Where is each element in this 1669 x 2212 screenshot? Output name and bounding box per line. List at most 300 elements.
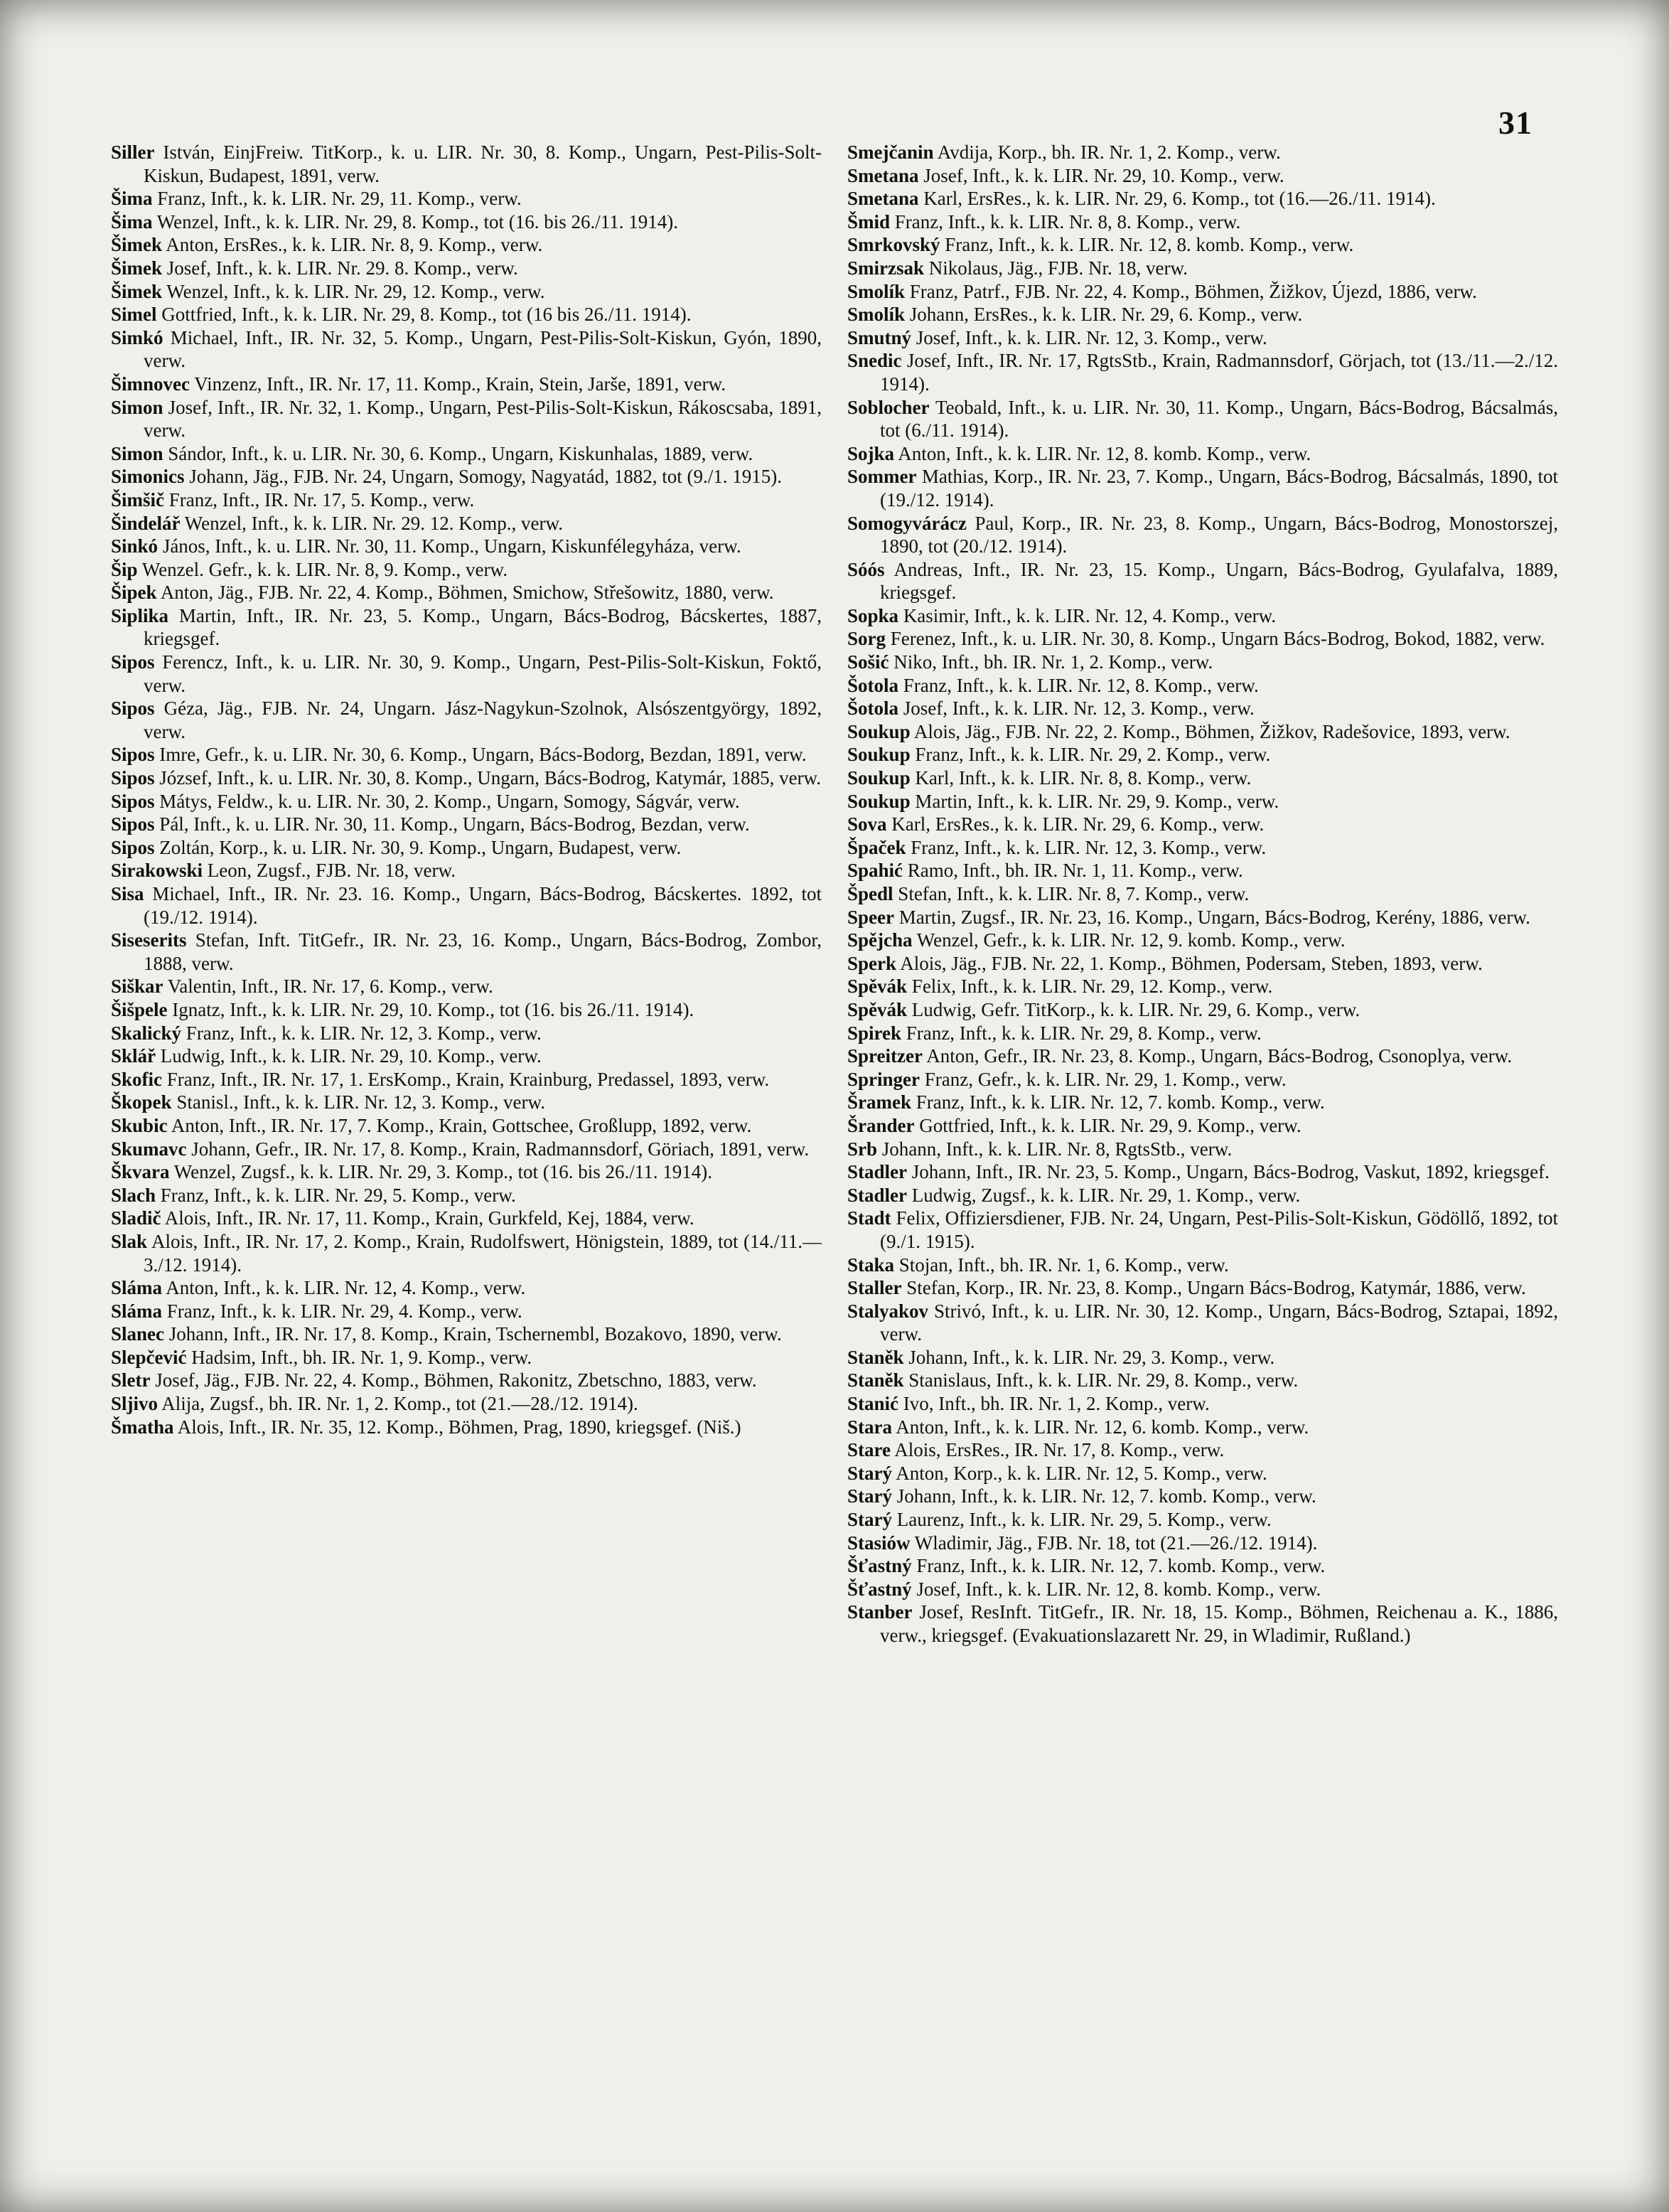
register-entry (111, 1160, 822, 1184)
entry-surname: Sorg (847, 628, 886, 650)
register-entry (847, 766, 1558, 790)
entry-details: Stojan, Inft., bh. IR. Nr. 1, 6. Komp., verw. (898, 1254, 1229, 1276)
entry-surname: Sommer (847, 466, 917, 488)
entry-surname: Sladič (111, 1207, 161, 1229)
entry-surname: Springer (847, 1068, 921, 1090)
entry-surname: Starý (847, 1485, 892, 1507)
entry-details: Franz, Patrf., FJB. Nr. 22, 4. Komp., Böhmen, Žižkov, Újezd, 1886, verw. (909, 280, 1477, 302)
register-entry (111, 373, 822, 396)
register-entry (111, 1022, 822, 1045)
register-entry (847, 326, 1558, 350)
entry-details: Ivo, Inft., bh. IR. Nr. 1, 2. Komp., verw. (903, 1393, 1210, 1415)
entry-details: Josef, Inft., IR. Nr. 32, 1. Komp., Ungarn, Pest-Pilis-Solt-Kiskun, Rákoscsaba, 1891, verw. (144, 396, 822, 442)
register-entry (111, 1276, 822, 1300)
entry-surname: Šramek (847, 1091, 911, 1113)
entry-surname: Soblocher (847, 396, 930, 418)
entry-surname: Stadt (847, 1207, 891, 1229)
entry-details: Johann, Inft., IR. Nr. 17, 8. Komp., Krain, Tschernembl, Bozakovo, 1890, verw. (168, 1323, 782, 1345)
entry-surname: Sipos (111, 744, 155, 766)
entry-details: Josef, Inft., k. k. LIR. Nr. 29. 8. Komp., verw. (166, 257, 518, 279)
register-entry (847, 697, 1558, 720)
register-entry (847, 442, 1558, 466)
entry-details: Johann, Inft., k. k. LIR. Nr. 12, 7. komb. Komp., verw. (896, 1485, 1316, 1507)
register-entry (111, 1207, 822, 1230)
register-entry (847, 1254, 1558, 1277)
entry-surname: Spreitzer (847, 1045, 923, 1067)
register-entry (847, 929, 1558, 952)
entry-surname: Siseserits (111, 929, 187, 951)
register-entry (111, 836, 822, 860)
entry-surname: Špedl (847, 883, 893, 904)
entry-surname: Šotola (847, 698, 899, 720)
entry-details: Ferenez, Inft., k. u. LIR. Nr. 30, 8. Komp., Ungarn Bács-Bodrog, Bokod, 1882, verw. (890, 628, 1545, 650)
register-entry (847, 465, 1558, 511)
register-entry (111, 1346, 822, 1369)
register-entry (847, 604, 1558, 628)
entry-surname: Šipek (111, 582, 157, 604)
entry-details: Mátys, Feldw., k. u. LIR. Nr. 30, 2. Komp., Ungarn, Somogy, Ságvár, verw. (159, 790, 740, 812)
entry-details: Johann, ErsRes., k. k. LIR. Nr. 29, 6. Komp., verw. (909, 304, 1303, 326)
entry-details: Strivó, Inft., k. u. LIR. Nr. 30, 12. Komp., Ungarn, Bács-Bodrog, Sztapai, 1892, verw. (880, 1300, 1558, 1345)
register-entry (847, 651, 1558, 674)
entry-details: Mathias, Korp., IR. Nr. 23, 7. Komp., Ungarn, Bács-Bodrog, Bácsalmás, 1890, tot (19./12. 1914). (880, 466, 1558, 511)
left-column (111, 141, 822, 2189)
register-entry (111, 998, 822, 1022)
entry-surname: Šotola (847, 674, 899, 696)
register-entry (111, 303, 822, 326)
register-entry (847, 975, 1558, 998)
register-entry (111, 141, 822, 187)
entry-details: Karl, ErsRes., k. k. LIR. Nr. 29, 6. Komp., tot (16.—26./11. 1914). (923, 188, 1436, 210)
entry-surname: Sojka (847, 442, 895, 464)
register-entry (111, 465, 822, 488)
entry-details: Wenzel, Inft., k. k. LIR. Nr. 29, 8. Komp., tot (16. bis 26./11. 1914). (156, 210, 679, 233)
register-entry (111, 581, 822, 604)
entry-details: István, EinjFreiw. TitKorp., k. u. LIR. Nr. 30, 8. Komp., Ungarn, Pest-Pilis-Solt-Kiskun, Budapest, 1891, verw. (144, 141, 822, 186)
entry-surname: Sipos (111, 836, 155, 858)
register-entry (847, 1207, 1558, 1253)
entry-details: Franz, Inft., k. k. LIR. Nr. 12, 8. komb. Komp., verw. (945, 234, 1354, 256)
entry-surname: Skumavc (111, 1138, 187, 1160)
entry-details: Josef, Inft., k. k. LIR. Nr. 12, 3. Komp., verw. (916, 326, 1267, 348)
entry-details: Michael, Inft., IR. Nr. 32, 5. Komp., Ungarn, Pest-Pilis-Solt-Kiskun, Gyón, 1890, verw. (144, 326, 822, 372)
register-entry (847, 836, 1558, 860)
register-entry (847, 233, 1558, 257)
entry-surname: Smejčanin (847, 141, 934, 163)
page-number: 31 (1498, 105, 1533, 141)
entry-details: Ludwig, Inft., k. k. LIR. Nr. 29, 10. Komp., verw. (160, 1045, 542, 1067)
entry-details: Leon, Zugsf., FJB. Nr. 18, verw. (207, 860, 456, 882)
register-entry (111, 512, 822, 535)
entry-surname: Stasiów (847, 1532, 911, 1554)
entry-details: Anton, Inft., k. k. LIR. Nr. 12, 8. komb. Komp., verw. (898, 442, 1311, 464)
register-entry (847, 1532, 1558, 1555)
register-entry (847, 1091, 1558, 1114)
entry-details: Laurenz, Inft., k. k. LIR. Nr. 29, 5. Komp., verw. (896, 1509, 1272, 1531)
register-entry (847, 1601, 1558, 1647)
register-entry (847, 1392, 1558, 1416)
register-entry (847, 952, 1558, 976)
entry-details: Stanisl., Inft., k. k. LIR. Nr. 12, 3. Komp., verw. (176, 1091, 546, 1113)
register-entry (111, 1392, 822, 1416)
entry-surname: Sláma (111, 1277, 163, 1299)
entry-surname: Šimnovec (111, 373, 190, 395)
register-entry (111, 882, 822, 929)
entry-surname: Spějcha (847, 929, 913, 951)
entry-details: Imre, Gefr., k. u. LIR. Nr. 30, 6. Komp., Ungarn, Bács-Bodorg, Bezdan, 1891, verw. (159, 744, 807, 766)
register-entry (111, 558, 822, 582)
entry-surname: Simon (111, 396, 163, 418)
register-entry (847, 1138, 1558, 1161)
register-entry (847, 882, 1558, 906)
register-entry (111, 1230, 822, 1276)
register-entry (847, 512, 1558, 558)
entry-surname: Smetana (847, 164, 919, 186)
entry-surname: Sljivo (111, 1393, 159, 1415)
register-entry (847, 674, 1558, 698)
register-entry (847, 210, 1558, 234)
register-entry (111, 604, 822, 651)
entry-details: József, Inft., k. u. LIR. Nr. 30, 8. Komp., Ungarn, Bács-Bodrog, Katymár, 1885, verw. (159, 767, 822, 789)
entry-details: Franz, Inft., k. k. LIR. Nr. 12, 7. komb. Komp., verw. (916, 1091, 1325, 1113)
entry-surname: Slanec (111, 1323, 165, 1345)
entry-details: Alois, ErsRes., IR. Nr. 17, 8. Komp., verw. (894, 1439, 1225, 1461)
register-entry (111, 766, 822, 790)
entry-details: Alija, Zugsf., bh. IR. Nr. 1, 2. Komp., tot (21.—28./12. 1914). (161, 1393, 638, 1415)
register-entry (847, 859, 1558, 882)
entry-surname: Šima (111, 210, 153, 233)
register-entry (847, 627, 1558, 651)
entry-details: Franz, Inft., k. k. LIR. Nr. 12, 3. Komp., verw. (186, 1022, 542, 1044)
entry-details: Johann, Inft., k. k. LIR. Nr. 29, 3. Komp., verw. (908, 1346, 1275, 1368)
entry-surname: Siplika (111, 604, 169, 626)
register-entry (111, 1068, 822, 1091)
register-entry (847, 790, 1558, 813)
entry-details: Franz, Inft., k. k. LIR. Nr. 29, 8. Komp., verw. (906, 1022, 1262, 1044)
entry-surname: Smirzsak (847, 257, 924, 279)
register-entry (847, 187, 1558, 210)
entry-details: Josef, Inft., k. k. LIR. Nr. 12, 3. Komp., verw. (903, 698, 1255, 720)
register-entry (111, 1323, 822, 1346)
register-entry (847, 141, 1558, 164)
register-entry (847, 906, 1558, 929)
entry-surname: Staněk (847, 1369, 904, 1391)
entry-details: Hadsim, Inft., bh. IR. Nr. 1, 9. Komp., verw. (191, 1346, 532, 1368)
entry-surname: Stadler (847, 1184, 907, 1206)
entry-details: Franz, Inft., k. k. LIR. Nr. 29, 5. Komp., verw. (160, 1184, 516, 1206)
entry-surname: Stadler (847, 1161, 907, 1183)
entry-details: Stefan, Inft. TitGefr., IR. Nr. 23, 16. Komp., Ungarn, Bács-Bodrog, Zombor, 1888, verw. (144, 929, 822, 974)
entry-details: Anton, Jäg., FJB. Nr. 22, 4. Komp., Böhmen, Smichow, Střešowitz, 1880, verw. (160, 582, 774, 604)
entry-surname: Slepčević (111, 1346, 187, 1368)
entry-surname: Staněk (847, 1346, 904, 1368)
entry-surname: Soukup (847, 744, 911, 766)
entry-details: Anton, Inft., IR. Nr. 17, 7. Komp., Krain, Gottschee, Großlupp, 1892, verw. (171, 1114, 752, 1136)
entry-details: Gottfried, Inft., k. k. LIR. Nr. 29, 9. Komp., verw. (919, 1114, 1302, 1136)
entry-surname: Siškar (111, 976, 163, 998)
entry-details: Pál, Inft., k. u. LIR. Nr. 30, 11. Komp., Ungarn, Bács-Bodrog, Bezdan, verw. (159, 813, 750, 835)
register-entry (847, 1300, 1558, 1346)
entry-surname: Starý (847, 1509, 892, 1531)
entry-surname: Spěvák (847, 976, 908, 998)
entry-surname: Sošić (847, 651, 889, 673)
register-entry (847, 558, 1558, 604)
entry-surname: Staka (847, 1254, 895, 1276)
register-entry (111, 1091, 822, 1114)
entry-details: Stefan, Inft., k. k. LIR. Nr. 8, 7. Komp., verw. (898, 883, 1250, 904)
entry-surname: Simon (111, 442, 163, 464)
entry-details: Teobald, Inft., k. u. LIR. Nr. 30, 11. Komp., Ungarn, Bács-Bodrog, Bácsalmás, tot (6./11. 1914). (880, 396, 1558, 442)
entry-details: Géza, Jäg., FJB. Nr. 24, Ungarn. Jász-Nagykun-Szolnok, Alsószentgyörgy, 1892, verw. (144, 698, 822, 742)
entry-surname: Spěvák (847, 998, 908, 1020)
entry-details: Franz, Inft., k. k. LIR. Nr. 8, 8. Komp., verw. (894, 210, 1241, 233)
register-entry (847, 396, 1558, 442)
entry-details: Franz, Inft., k. k. LIR. Nr. 12, 8. Komp., verw. (903, 674, 1259, 696)
entry-details: Avdija, Korp., bh. IR. Nr. 1, 2. Komp., verw. (937, 141, 1281, 163)
register-entry (111, 280, 822, 304)
entry-details: Anton, ErsRes., k. k. LIR. Nr. 8, 9. Komp., verw. (166, 234, 543, 256)
register-entry (111, 859, 822, 882)
entry-details: Franz, Inft., k. k. LIR. Nr. 29, 2. Komp., verw. (915, 744, 1271, 766)
register-entry (847, 743, 1558, 766)
entry-details: Valentin, Inft., IR. Nr. 17, 6. Komp., verw. (167, 976, 493, 998)
register-entry (847, 1184, 1558, 1207)
register-entry (111, 813, 822, 836)
entry-details: Josef, Jäg., FJB. Nr. 22, 4. Komp., Böhmen, Rakonitz, Zbetschno, 1883, verw. (155, 1369, 757, 1391)
entry-details: Kasimir, Inft., k. k. LIR. Nr. 12, 4. Komp., verw. (903, 604, 1277, 626)
register-entry (847, 257, 1558, 280)
entry-surname: Šimšič (111, 488, 165, 511)
entry-surname: Šťastný (847, 1555, 912, 1577)
entry-details: Franz, Inft., k. k. LIR. Nr. 12, 7. komb. Komp., verw. (916, 1555, 1326, 1577)
register-entry (847, 1485, 1558, 1508)
right-column (847, 141, 1558, 2189)
entry-details: Alois, Inft., IR. Nr. 35, 12. Komp., Böhmen, Prag, 1890, kriegsgef. (Niš.) (177, 1416, 741, 1438)
entry-surname: Šmid (847, 210, 891, 233)
entry-surname: Sova (847, 813, 887, 835)
entry-surname: Smutný (847, 326, 912, 348)
register-entry (111, 442, 822, 466)
entry-details: Josef, ResInft. TitGefr., IR. Nr. 18, 15. Komp., Böhmen, Reichenau a. K., 1886, verw., kriegsgef. (Evakuationslazarett Nr. 29, in Wladimir, Rußland.) (880, 1601, 1558, 1646)
entry-surname: Skalický (111, 1022, 182, 1044)
entry-surname: Sipos (111, 790, 155, 812)
register-entry (847, 813, 1558, 836)
entry-details: Felix, Offiziersdiener, FJB. Nr. 24, Ungarn, Pest-Pilis-Solt-Kiskun, Gödöllő, 1892, tot (9./1. 1915). (880, 1207, 1558, 1252)
entry-details: Andreas, Inft., IR. Nr. 23, 15. Komp., Ungarn, Bács-Bodrog, Gyulafalva, 1889, kriegsgef. (880, 558, 1558, 604)
register-entry (847, 1068, 1558, 1091)
register-entry (111, 488, 822, 512)
entry-surname: Spahić (847, 860, 903, 882)
entry-surname: Stare (847, 1439, 891, 1461)
entry-details: Anton, Gefr., IR. Nr. 23, 8. Komp., Ungarn, Bács-Bodrog, Csonoplya, verw. (926, 1045, 1513, 1067)
entry-details: Martin, Inft., k. k. LIR. Nr. 29, 9. Komp., verw. (915, 790, 1279, 812)
entry-surname: Sperk (847, 952, 897, 974)
entry-surname: Skubic (111, 1114, 168, 1136)
entry-surname: Sipos (111, 767, 155, 789)
entry-surname: Smetana (847, 188, 919, 210)
entry-details: Alois, Inft., IR. Nr. 17, 11. Komp., Krain, Gurkfeld, Kej, 1884, verw. (164, 1207, 694, 1229)
entry-details: Johann, Gefr., IR. Nr. 17, 8. Komp., Krain, Radmannsdorf, Göriach, 1891, verw. (191, 1138, 810, 1160)
entry-surname: Stalyakov (847, 1300, 929, 1322)
entry-details: Johann, Jäg., FJB. Nr. 24, Ungarn, Somogy, Nagyatád, 1882, tot (9./1. 1915). (189, 466, 782, 488)
entry-surname: Šťastný (847, 1578, 912, 1600)
entry-details: Wenzel, Inft., k. k. LIR. Nr. 29. 12. Komp., verw. (184, 512, 564, 534)
register-entry (111, 210, 822, 234)
entry-details: Wenzel, Zugsf., k. k. LIR. Nr. 29, 3. Komp., tot (16. bis 26./11. 1914). (173, 1161, 713, 1183)
entry-details: Franz, Inft., IR. Nr. 17, 5. Komp., verw. (168, 488, 475, 511)
entry-details: Wenzel. Gefr., k. k. LIR. Nr. 8, 9. Komp., verw. (141, 558, 508, 580)
register-entry (847, 1114, 1558, 1138)
entry-surname: Sopka (847, 604, 899, 626)
entry-details: Anton, Korp., k. k. LIR. Nr. 12, 5. Komp., verw. (896, 1462, 1267, 1484)
entry-surname: Starý (847, 1462, 892, 1484)
entry-details: Michael, Inft., IR. Nr. 23. 16. Komp., Ungarn, Bács-Bodrog, Bácskertes. 1892, tot (19./12. 1914). (144, 883, 822, 928)
register-entry (847, 349, 1558, 395)
entry-surname: Šimek (111, 280, 163, 302)
entry-details: Alois, Jäg., FJB. Nr. 22, 1. Komp., Böhmen, Podersam, Steben, 1893, verw. (900, 952, 1483, 974)
register-entry (111, 1114, 822, 1138)
register-entry (847, 1022, 1558, 1045)
entry-surname: Simonics (111, 466, 185, 488)
register-entry (847, 1160, 1558, 1184)
entry-details: Wladimir, Jäg., FJB. Nr. 18, tot (21.—26./12. 1914). (914, 1532, 1318, 1554)
register-entry (847, 1508, 1558, 1532)
entry-details: Alois, Jäg., FJB. Nr. 22, 2. Komp., Böhmen, Žižkov, Radešovice, 1893, verw. (913, 720, 1510, 742)
entry-details: Ferencz, Inft., k. u. LIR. Nr. 30, 9. Komp., Ungarn, Pest-Pilis-Solt-Kiskun, Foktő, verw. (144, 651, 822, 696)
entry-surname: Smrkovský (847, 234, 940, 256)
entry-details: Franz, Inft., k. k. LIR. Nr. 29, 11. Komp., verw. (157, 188, 522, 210)
entry-details: Karl, Inft., k. k. LIR. Nr. 8, 8. Komp., verw. (915, 767, 1252, 789)
entry-surname: Somogyvárácz (847, 512, 967, 534)
entry-details: Ignatz, Inft., k. k. LIR. Nr. 29, 10. Komp., tot (16. bis 26./11. 1914). (172, 998, 694, 1020)
entry-details: Gottfried, Inft., k. k. LIR. Nr. 29, 8. Komp., tot (16 bis 26./11. 1914). (161, 304, 692, 326)
entry-details: Ludwig, Zugsf., k. k. LIR. Nr. 29, 1. Komp., verw. (911, 1184, 1301, 1206)
entry-surname: Soukup (847, 790, 911, 812)
entry-surname: Sipos (111, 813, 155, 835)
entry-details: Franz, Gefr., k. k. LIR. Nr. 29, 1. Komp., verw. (924, 1068, 1287, 1090)
entry-details: Martin, Inft., IR. Nr. 23, 5. Komp., Ungarn, Bács-Bodrog, Bácskertes, 1887, kriegsgef. (144, 604, 822, 650)
register-entry (111, 743, 822, 766)
register-entry (111, 1300, 822, 1323)
entry-surname: Šrander (847, 1114, 915, 1136)
register-entry (847, 1462, 1558, 1485)
register-entry (111, 1416, 822, 1439)
register-entry (847, 1438, 1558, 1462)
entry-details: Stefan, Korp., IR. Nr. 23, 8. Komp., Ungarn Bács-Bodrog, Katymár, 1886, verw. (906, 1277, 1526, 1299)
entry-surname: Sipos (111, 698, 155, 720)
register-entry (111, 651, 822, 697)
entry-details: Franz, Inft., k. k. LIR. Nr. 29, 4. Komp., verw. (166, 1300, 522, 1322)
entry-details: Wenzel, Inft., k. k. LIR. Nr. 29, 12. Komp., verw. (166, 280, 545, 302)
register-entry (111, 326, 822, 373)
entry-details: Josef, Inft., k. k. LIR. Nr. 12, 8. komb. Komp., verw. (916, 1578, 1321, 1600)
entry-details: Josef, Inft., k. k. LIR. Nr. 29, 10. Komp., verw. (923, 164, 1284, 186)
register-entry (847, 303, 1558, 326)
entry-surname: Šindelář (111, 512, 181, 534)
entry-surname: Staller (847, 1277, 902, 1299)
entry-surname: Smolík (847, 280, 906, 302)
entry-surname: Šima (111, 188, 153, 210)
entry-details: János, Inft., k. u. LIR. Nr. 30, 11. Komp., Ungarn, Kiskunfélegyháza, verw. (162, 535, 741, 557)
entry-surname: Spirek (847, 1022, 902, 1044)
entry-surname: Speer (847, 906, 894, 928)
register-entry (847, 1554, 1558, 1578)
register-entry (111, 233, 822, 257)
entry-details: Josef, Inft., IR. Nr. 17, RgtsStb., Krain, Radmannsdorf, Görjach, tot (13./11.—2./12. 1914). (880, 350, 1558, 395)
register-entry (847, 1044, 1558, 1068)
entry-details: Sándor, Inft., k. u. LIR. Nr. 30, 6. Komp., Ungarn, Kiskunhalas, 1889, verw. (168, 442, 753, 464)
entry-surname: Simel (111, 304, 157, 326)
register-entry (847, 998, 1558, 1022)
entry-details: Felix, Inft., k. k. LIR. Nr. 29, 12. Komp., verw. (911, 976, 1273, 998)
entry-surname: Stara (847, 1416, 892, 1438)
register-entry (111, 1044, 822, 1068)
entry-details: Stanislaus, Inft., k. k. LIR. Nr. 29, 8. Komp., verw. (908, 1369, 1299, 1391)
register-entry (847, 1369, 1558, 1392)
entry-surname: Špaček (847, 836, 906, 858)
register-entry (847, 1276, 1558, 1300)
entry-details: Anton, Inft., k. k. LIR. Nr. 12, 6. komb. Komp., verw. (896, 1416, 1309, 1438)
entry-details: Karl, ErsRes., k. k. LIR. Nr. 29, 6. Komp., verw. (891, 813, 1265, 835)
entry-surname: Sletr (111, 1369, 151, 1391)
entry-surname: Soukup (847, 720, 911, 742)
entry-surname: Šišpele (111, 998, 168, 1020)
register-entry (847, 164, 1558, 188)
entry-surname: Škvara (111, 1161, 170, 1183)
register-entry (111, 187, 822, 210)
entry-details: Johann, Inft., k. k. LIR. Nr. 8, RgtsStb., verw. (881, 1138, 1233, 1160)
entry-surname: Sóós (847, 558, 885, 580)
entry-surname: Stanber (847, 1601, 913, 1623)
entry-surname: Snedic (847, 350, 902, 372)
entry-surname: Skofic (111, 1068, 163, 1090)
entry-surname: Šimek (111, 257, 163, 279)
register-entry (847, 1578, 1558, 1601)
entry-surname: Šimek (111, 234, 163, 256)
entry-surname: Šmatha (111, 1416, 174, 1438)
register-entry (111, 1138, 822, 1161)
entry-surname: Škopek (111, 1091, 172, 1113)
entry-details: Franz, Inft., IR. Nr. 17, 1. ErsKomp., Krain, Krainburg, Predassel, 1893, verw. (166, 1068, 770, 1090)
register-entry (111, 975, 822, 998)
register-entry (111, 396, 822, 442)
register-entry (847, 280, 1558, 304)
entry-details: Zoltán, Korp., k. u. LIR. Nr. 30, 9. Komp., Ungarn, Budapest, verw. (159, 836, 682, 858)
entry-surname: Smolík (847, 304, 906, 326)
entry-surname: Sláma (111, 1300, 163, 1322)
entry-surname: Sinkó (111, 535, 159, 557)
entry-details: Ludwig, Gefr. TitKorp., k. k. LIR. Nr. 29, 6. Komp., verw. (911, 998, 1361, 1020)
entry-surname: Šip (111, 558, 138, 580)
entry-surname: Sipos (111, 651, 155, 673)
entry-surname: Simkó (111, 326, 163, 348)
register-entry (111, 929, 822, 975)
register-entry (847, 1346, 1558, 1369)
entry-details: Ramo, Inft., bh. IR. Nr. 1, 11. Komp., verw. (907, 860, 1243, 882)
entry-details: Wenzel, Gefr., k. k. LIR. Nr. 12, 9. komb. Komp., verw. (916, 929, 1346, 951)
entry-details: Alois, Inft., IR. Nr. 17, 2. Komp., Krain, Rudolfswert, Hönigstein, 1889, tot (14./11.—3./12. 1914). (144, 1230, 822, 1276)
entry-surname: Sirakowski (111, 860, 203, 882)
entry-details: Franz, Inft., k. k. LIR. Nr. 12, 3. Komp., verw. (911, 836, 1267, 858)
register-entry (847, 1416, 1558, 1439)
entry-surname: Siller (111, 141, 155, 163)
register-entry (111, 790, 822, 813)
entry-surname: Slach (111, 1184, 156, 1206)
entry-surname: Soukup (847, 767, 911, 789)
register-entry (111, 257, 822, 280)
entry-details: Paul, Korp., IR. Nr. 23, 8. Komp., Ungarn, Bács-Bodrog, Monostorszej, 1890, tot (20./12. 1914). (880, 512, 1558, 557)
register-entry (111, 1184, 822, 1207)
